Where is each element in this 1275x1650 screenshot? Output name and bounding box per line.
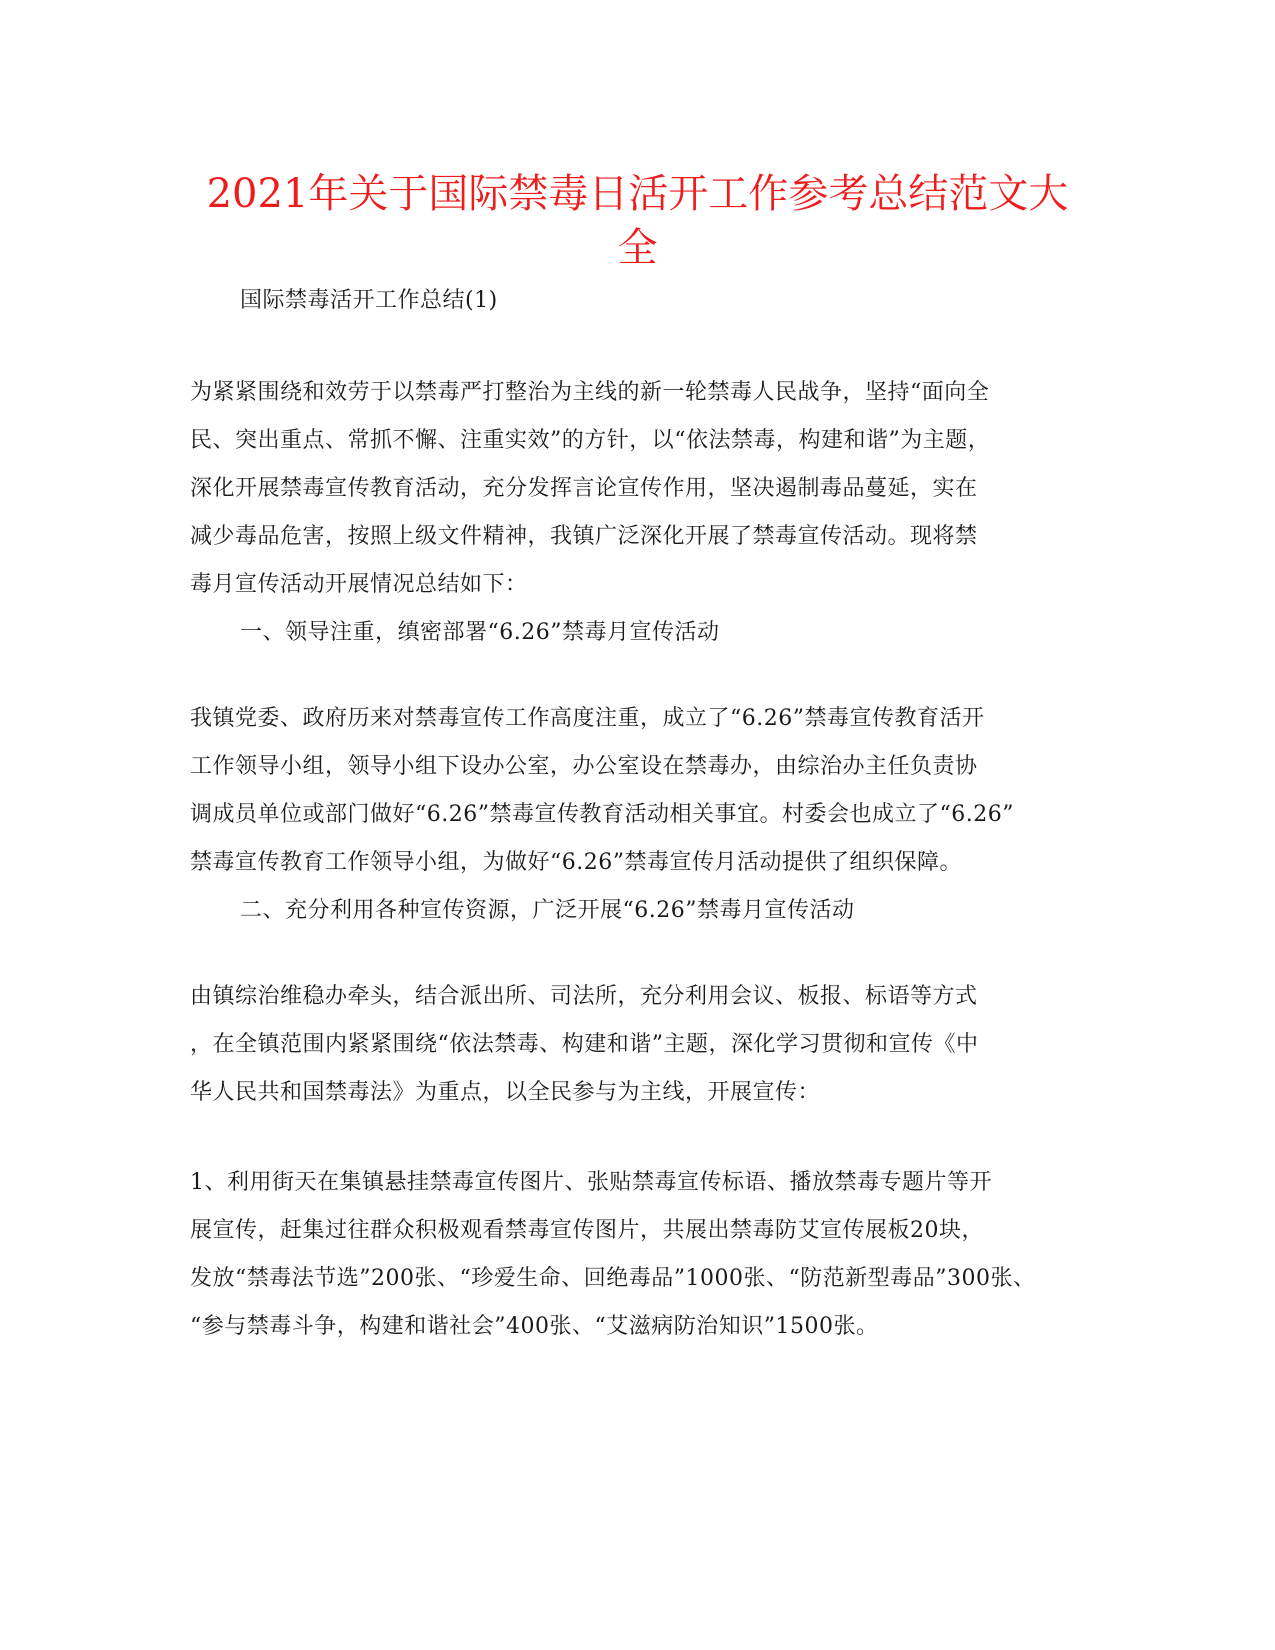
paragraph-line: “参与禁毒斗争，构建和谐社会”400张、“艾滋病防治知识”1500张。 [190, 1314, 879, 1339]
paragraph-line: 工作领导小组，领导小组下设办公室，办公室设在禁毒办，由综治办主任负责协 [190, 754, 978, 779]
document-title-line-2: 全 [617, 225, 658, 271]
section-heading-1: 一、领导注重，缜密部署“6.26”禁毒月宣传活动 [240, 620, 720, 645]
paragraph-line: 禁毒宣传教育工作领导小组，为做好“6.26”禁毒宣传月活动提供了组织保障。 [190, 850, 962, 875]
paragraph-line: 由镇综治维稳办牵头，结合派出所、司法所，充分利用会议、板报、标语等方式 [190, 984, 978, 1009]
paragraph-line: 为紧紧围绕和效劳于以禁毒严打整治为主线的新一轮禁毒人民战争，坚持“面向全 [190, 380, 990, 405]
paragraph-line: 发放“禁毒法节选”200张、“珍爱生命、回绝毒品”1000张、“防范新型毒品”300张、 [190, 1266, 1036, 1291]
paragraph-line: ，在全镇范围内紧紧围绕“依法禁毒、构建和谐”主题，深化学习贯彻和宣传《中 [190, 1032, 979, 1057]
section-heading-2: 二、充分利用各种宣传资源，广泛开展“6.26”禁毒月宣传活动 [240, 898, 855, 923]
document-title-line-1: 2021年关于国际禁毒日活开工作参考总结范文大 [206, 171, 1069, 217]
paragraph-line: 减少毒品危害，按照上级文件精神，我镇广泛深化开展了禁毒宣传活动。现将禁 [190, 524, 978, 549]
paragraph-line: 毒月宣传活动开展情况总结如下： [190, 572, 528, 597]
paragraph-line: 展宣传，赶集过往群众积极观看禁毒宣传图片，共展出禁毒防艾宣传展板20块， [190, 1218, 984, 1243]
subtitle: 国际禁毒活开工作总结(1) [240, 288, 498, 313]
paragraph-line: 深化开展禁毒宣传教育活动，充分发挥言论宣传作用，坚决遏制毒品蔓延，实在 [190, 476, 978, 501]
paragraph-line: 1、利用街天在集镇悬挂禁毒宣传图片、张贴禁毒宣传标语、播放禁毒专题片等开 [190, 1170, 992, 1195]
paragraph-line: 调成员单位或部门做好“6.26”禁毒宣传教育活动相关事宜。村委会也成立了“6.26” [190, 802, 1014, 827]
paragraph-line: 华人民共和国禁毒法》为重点，以全民参与为主线，开展宣传： [190, 1080, 821, 1105]
paragraph-line: 我镇党委、政府历来对禁毒宣传工作高度注重，成立了“6.26”禁毒宣传教育活开 [190, 706, 985, 731]
paragraph-line: 民、突出重点、常抓不懈、注重实效”的方针，以“依法禁毒，构建和谐”为主题， [190, 428, 991, 453]
